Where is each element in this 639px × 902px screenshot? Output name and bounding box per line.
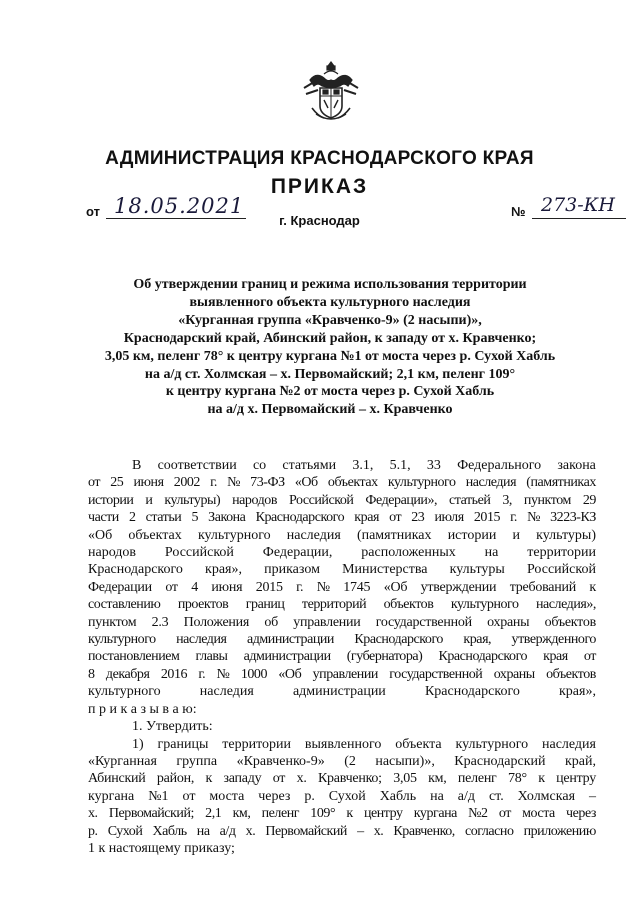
body-line xyxy=(88,666,596,683)
word: к xyxy=(205,771,213,787)
word: пеленг xyxy=(261,806,300,822)
city: г. Краснодар xyxy=(279,213,360,228)
word: 5.1, xyxy=(389,458,411,473)
word: Первомайский xyxy=(265,823,347,839)
coat-of-arms-icon xyxy=(300,58,362,124)
word: утвержденного xyxy=(511,632,596,648)
word: Закона xyxy=(208,510,246,526)
number-prefix: № xyxy=(511,204,526,219)
word: статьи xyxy=(145,510,182,526)
word: к xyxy=(538,771,545,787)
word: статьей xyxy=(449,492,491,508)
word: июля xyxy=(434,510,464,526)
word: территории xyxy=(222,736,292,752)
body-line: п р и к а з ы в а ю: xyxy=(88,701,197,717)
word: культуры xyxy=(449,562,505,578)
word: Российской xyxy=(288,492,354,508)
word: (памятниках xyxy=(356,527,432,543)
word: Российской xyxy=(164,545,234,561)
word: истории xyxy=(447,527,497,543)
word: группа xyxy=(176,753,218,769)
word: 2002 xyxy=(173,475,200,491)
word: к xyxy=(589,579,596,595)
word: Сухой xyxy=(107,823,143,839)
word: наследия xyxy=(199,684,254,700)
word: Хабль xyxy=(379,788,417,804)
body-line xyxy=(88,527,596,544)
word: закона xyxy=(557,458,596,473)
word: – xyxy=(588,788,596,804)
word: Краснодарского xyxy=(424,684,520,700)
word: и xyxy=(512,527,520,543)
word: составлению xyxy=(88,597,161,613)
word: пунктом xyxy=(88,614,137,630)
word: наследия xyxy=(286,527,341,543)
word: утверждении xyxy=(420,579,497,595)
body-line xyxy=(88,561,596,578)
word: г. xyxy=(210,475,217,491)
word: «Об xyxy=(278,666,302,682)
word: управлении xyxy=(312,666,378,682)
word: администрации xyxy=(246,632,334,648)
word: г. xyxy=(198,666,206,682)
word: кургана xyxy=(88,788,135,804)
word: 23 xyxy=(411,510,425,526)
word: пунктом xyxy=(523,492,571,508)
word: Абинский xyxy=(88,771,146,787)
word: моста xyxy=(522,806,555,822)
word: Сухой xyxy=(328,788,366,804)
word: июня xyxy=(133,475,164,491)
word: на xyxy=(196,823,210,839)
word: охраны xyxy=(493,666,535,682)
word: края xyxy=(543,649,568,665)
word: территорий xyxy=(301,597,367,613)
word: Федерального xyxy=(457,458,542,473)
body-line xyxy=(88,474,596,491)
handwritten-number: 273-КН xyxy=(541,194,615,216)
word: объектов xyxy=(544,614,596,630)
word: Кравченко; xyxy=(317,771,382,787)
word: культурного xyxy=(88,632,156,648)
word: Министерства xyxy=(342,562,428,578)
word: 3.1, xyxy=(352,458,374,473)
word: край, xyxy=(564,753,596,769)
word: охраны xyxy=(487,614,530,630)
word: государственной xyxy=(389,666,483,682)
word: народов xyxy=(88,545,137,561)
document-type: ПРИКАЗ xyxy=(270,175,369,198)
word: через xyxy=(258,788,291,804)
word: ст. xyxy=(488,788,504,804)
word: 2016 xyxy=(160,666,188,682)
word: от xyxy=(165,579,178,595)
body-line xyxy=(88,648,596,665)
title-line: Об утверждении границ и режима использования территории xyxy=(133,277,527,292)
word: 29 xyxy=(582,492,596,508)
word: объектов xyxy=(546,666,596,682)
body-line xyxy=(88,736,596,753)
word: через xyxy=(566,806,596,822)
word: согласно xyxy=(464,823,514,839)
word: главы xyxy=(195,649,228,665)
word: Первомайский; xyxy=(108,806,194,822)
word: культурного xyxy=(450,597,519,613)
word: администрации xyxy=(292,684,386,700)
date-prefix: от xyxy=(86,204,100,219)
word: края xyxy=(354,510,379,526)
word: (губернатора) xyxy=(346,649,423,665)
word: на xyxy=(430,788,444,804)
word: (2 xyxy=(344,753,356,769)
word: Краснодарского xyxy=(438,649,528,665)
word: культурного xyxy=(455,736,529,752)
word: от xyxy=(389,510,402,526)
word: км, xyxy=(232,806,251,822)
word: Федерации, xyxy=(262,545,333,561)
word: администрации xyxy=(243,649,331,665)
word: и xyxy=(145,492,153,508)
word: от xyxy=(88,475,101,491)
word: 3,05 xyxy=(393,771,417,787)
word: Кравченко, xyxy=(393,823,455,839)
word: объекта xyxy=(395,736,442,752)
word: а/д xyxy=(457,788,475,804)
word: № xyxy=(216,666,230,682)
word: соответствии xyxy=(157,458,237,473)
word: Положения xyxy=(183,614,250,630)
word: пеленг xyxy=(457,771,497,787)
word: центру xyxy=(556,771,596,787)
word: «Курганная xyxy=(88,753,157,769)
body-line xyxy=(88,614,596,631)
word: № xyxy=(227,475,240,491)
word: 3223-КЗ xyxy=(550,510,596,526)
word: к xyxy=(346,806,353,822)
word: (памятниках xyxy=(526,475,596,491)
word: х. xyxy=(373,823,384,839)
word: «Об xyxy=(294,475,318,491)
word: «Кравченко-9» xyxy=(236,753,325,769)
word: 8 xyxy=(88,666,95,682)
word: 1745 xyxy=(343,579,371,595)
word: части xyxy=(88,510,119,526)
word: 4 xyxy=(191,579,198,595)
body-line xyxy=(88,805,596,822)
word: июня xyxy=(211,579,243,595)
word: х. xyxy=(88,806,98,822)
word: западу xyxy=(223,771,262,787)
word: со xyxy=(252,458,267,473)
word: г. xyxy=(510,510,517,526)
body-line xyxy=(88,823,596,840)
word: кургана xyxy=(413,806,457,822)
word: края», xyxy=(558,684,596,700)
word: края», xyxy=(205,562,242,578)
body-line xyxy=(88,683,596,700)
word: государственной xyxy=(375,614,472,630)
word: 2 xyxy=(128,510,136,526)
word: «Об xyxy=(383,579,408,595)
word: от xyxy=(498,806,511,822)
word: №1 xyxy=(148,788,169,804)
word: от xyxy=(182,788,196,804)
word: территории xyxy=(527,545,596,561)
body-line xyxy=(88,631,596,648)
title-line: выявленного объекта культурного наследия xyxy=(189,294,471,310)
word: район, xyxy=(156,771,195,787)
body-line xyxy=(88,788,596,805)
word: р. xyxy=(88,823,98,839)
word: границы xyxy=(157,736,209,752)
word: от xyxy=(272,771,286,787)
word: постановлением xyxy=(88,649,180,665)
word: 5 xyxy=(191,510,198,526)
body-line xyxy=(88,753,596,770)
title-line: «Курганная группа «Кравченко-9» (2 насыпи)», xyxy=(178,312,482,328)
word: 109° xyxy=(310,806,336,822)
word: насыпи)», xyxy=(375,753,435,769)
word: центру xyxy=(363,806,403,822)
word: декабря xyxy=(105,666,150,682)
title-line: Краснодарский край, Абинский район, к западу от х. Кравченко; xyxy=(123,330,537,346)
word: 25 xyxy=(110,475,124,491)
body-line xyxy=(88,544,596,561)
word: «Об xyxy=(88,527,113,543)
word: выявленного xyxy=(304,736,382,752)
word: х. xyxy=(245,823,256,839)
body-line: 1 к настоящему приказу; xyxy=(88,840,235,856)
word: 1) xyxy=(132,736,144,752)
word: 2,1 xyxy=(205,806,222,822)
word: 78° xyxy=(507,771,527,787)
word: наследия xyxy=(176,632,227,648)
word: г. xyxy=(296,579,304,595)
body-line xyxy=(88,492,596,509)
organization-name: АДМИНИСТРАЦИЯ КРАСНОДАРСКОГО КРАЯ xyxy=(105,148,534,169)
word: народов xyxy=(232,492,278,508)
word: культурного xyxy=(88,684,161,700)
handwritten-date: 18.05.2021 xyxy=(114,194,245,218)
word: проектов xyxy=(177,597,229,613)
document-body xyxy=(88,457,596,857)
word: Холмская xyxy=(517,788,576,804)
word: км, xyxy=(428,771,447,787)
body-line xyxy=(88,770,596,787)
word: наследия xyxy=(542,736,596,752)
word: Российской xyxy=(526,562,596,578)
word: культурного xyxy=(197,527,271,543)
word: требований xyxy=(509,579,576,595)
word: об xyxy=(264,614,278,630)
word: границ xyxy=(245,597,285,613)
word: объектах xyxy=(327,475,378,491)
body-line xyxy=(88,596,596,613)
word: объектов xyxy=(383,597,434,613)
word: на xyxy=(484,545,499,561)
word: 2015 xyxy=(255,579,283,595)
word: В xyxy=(132,458,142,473)
word: приказом xyxy=(264,562,320,578)
body-line xyxy=(88,579,596,596)
word: наследия», xyxy=(535,597,596,613)
document-title xyxy=(80,276,580,419)
title-line: к центру кургана №2 от моста через р. Сухой Хабль xyxy=(165,384,495,400)
word: наследия xyxy=(465,475,517,491)
word: Краснодарский xyxy=(454,753,546,769)
word: культуры) xyxy=(536,527,596,543)
word: р. xyxy=(304,788,315,804)
word: моста xyxy=(209,788,245,804)
word: истории xyxy=(88,492,134,508)
word: № xyxy=(527,510,540,526)
word: объектах xyxy=(128,527,182,543)
word: Краснодарского xyxy=(255,510,345,526)
word: № xyxy=(316,579,330,595)
word: х. xyxy=(296,771,307,787)
word: расположенных xyxy=(361,545,456,561)
word: культурного xyxy=(387,475,456,491)
body-line xyxy=(88,457,596,474)
word: Хабль xyxy=(152,823,187,839)
word: Краснодарского xyxy=(354,632,443,648)
word: приложению xyxy=(523,823,596,839)
word: 73-ФЗ xyxy=(250,475,285,491)
title-line: на а/д х. Первомайский – х. Кравченко xyxy=(207,402,453,418)
word: – xyxy=(357,823,364,839)
word: 1000 xyxy=(240,666,268,682)
title-line: 3,05 км, пеленг 78° к центру кургана №1 от моста через р. Сухой Хабль xyxy=(104,348,556,364)
word: 2.3 xyxy=(151,614,169,630)
word: 2015 xyxy=(473,510,501,526)
word: 33 xyxy=(426,458,441,473)
word: Федерации xyxy=(88,579,152,595)
word: №2 xyxy=(468,806,488,822)
word: Федерации», xyxy=(365,492,438,508)
word: от xyxy=(583,649,596,665)
body-line: 1. Утвердить: xyxy=(132,719,213,735)
word: управлении xyxy=(293,614,361,630)
body-line xyxy=(88,509,596,526)
word: Краснодарского xyxy=(88,562,183,578)
word: культуры) xyxy=(164,492,221,508)
word: а/д xyxy=(219,823,236,839)
title-line: на а/д ст. Холмская – х. Первомайский; 2,1 км, пеленг 109° xyxy=(144,366,516,382)
word: края, xyxy=(463,632,492,648)
word: 3, xyxy=(502,492,512,508)
word: статьями xyxy=(282,458,337,473)
